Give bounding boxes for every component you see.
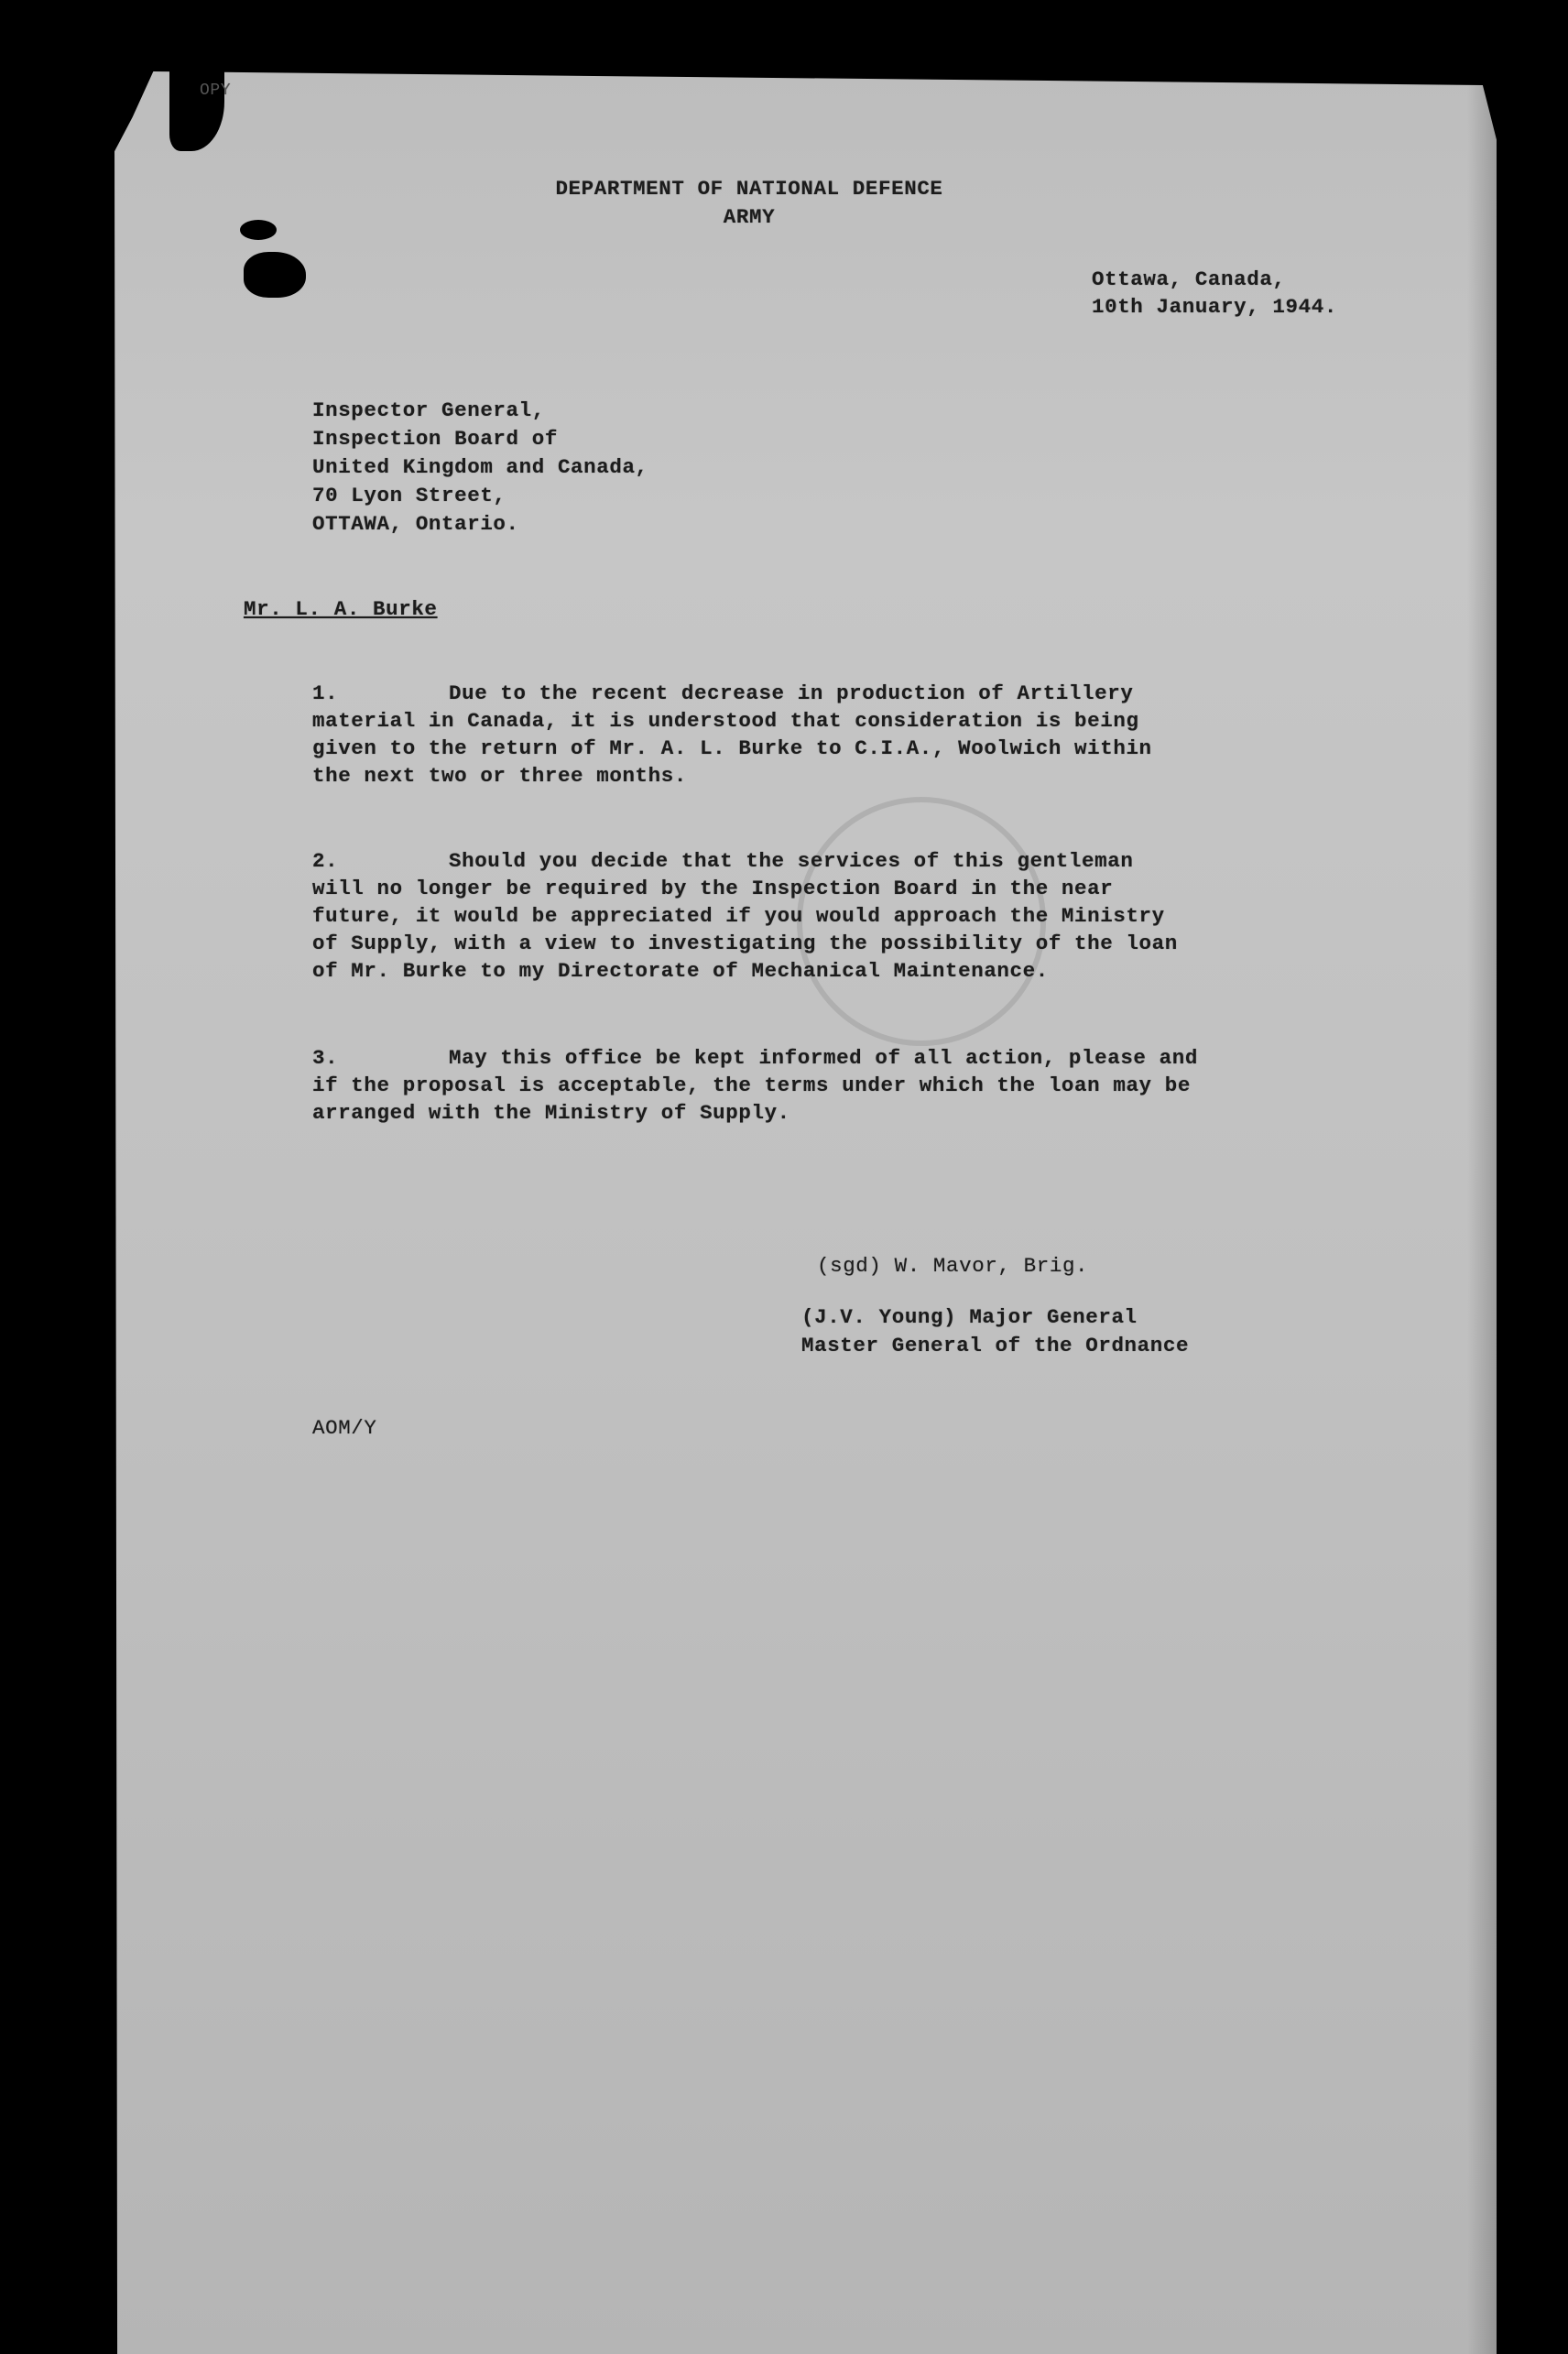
hole-punch-mark bbox=[240, 220, 277, 240]
paragraph-line: the next two or three months. bbox=[312, 764, 687, 788]
signature-signed: (sgd) W. Mavor, Brig. bbox=[817, 1254, 1089, 1278]
paragraph-line: given to the return of Mr. A. L. Burke to C.I.A., Woolwich within bbox=[312, 736, 1152, 760]
letterhead-branch: ARMY bbox=[723, 205, 776, 229]
signature-name-rank: (J.V. Young) Major General bbox=[801, 1305, 1138, 1329]
paragraph-line: material in Canada, it is understood that consideration is being bbox=[312, 709, 1139, 733]
paragraph-line: if the proposal is acceptable, the terms under which the loan may be bbox=[312, 1073, 1191, 1097]
attention-line: Mr. L. A. Burke bbox=[244, 597, 438, 621]
hole-punch-mark bbox=[244, 252, 306, 298]
place: Ottawa, Canada, bbox=[1092, 267, 1286, 291]
paragraph-line: Due to the recent decrease in production of Artillery bbox=[449, 681, 1134, 705]
reference-initials: AOM/Y bbox=[312, 1416, 377, 1440]
recipient-line: Inspection Board of bbox=[312, 427, 558, 451]
paragraph-line: arranged with the Ministry of Supply. bbox=[312, 1101, 790, 1125]
recipient-line: 70 Lyon Street, bbox=[312, 484, 506, 507]
paragraph-line: future, it would be appreciated if you would approach the Ministry bbox=[312, 904, 1165, 928]
corner-mark: OPY bbox=[200, 82, 232, 100]
recipient-line: United Kingdom and Canada, bbox=[312, 455, 648, 479]
paragraph-line: will no longer be required by the Inspection Board in the near bbox=[312, 877, 1114, 900]
paragraph-line: May this office be kept informed of all action, please and bbox=[449, 1046, 1198, 1070]
paragraph-line: of Mr. Burke to my Directorate of Mechanical Maintenance. bbox=[312, 959, 1049, 983]
paragraph-line: of Supply, with a view to investigating the possibility of the loan bbox=[312, 932, 1178, 955]
paragraph-number: 3. bbox=[312, 1046, 339, 1070]
letterhead-department: DEPARTMENT OF NATIONAL DEFENCE bbox=[555, 177, 943, 201]
paragraph-number: 1. bbox=[312, 681, 339, 705]
paragraph-number: 2. bbox=[312, 849, 339, 873]
paragraph-line: Should you decide that the services of this gentleman bbox=[449, 849, 1134, 873]
date: 10th January, 1944. bbox=[1092, 295, 1337, 319]
signature-title: Master General of the Ordnance bbox=[801, 1334, 1190, 1357]
recipient-line: Inspector General, bbox=[312, 398, 545, 422]
recipient-line: OTTAWA, Ontario. bbox=[312, 512, 519, 536]
